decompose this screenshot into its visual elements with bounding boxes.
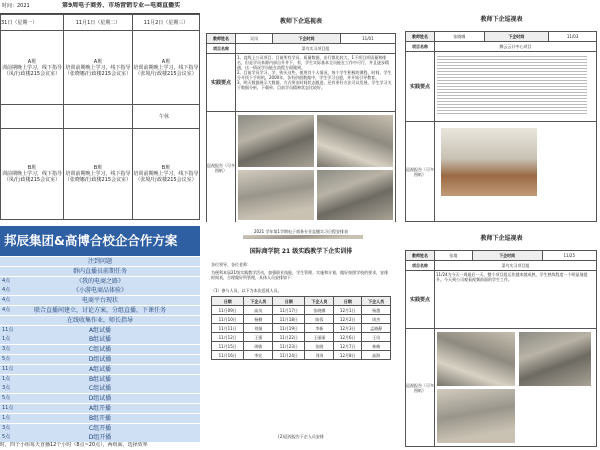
notice-table-cell: 孟晓静 [362, 324, 391, 333]
notice-table-cell: 林梅 [362, 342, 391, 351]
schedule-cell: B班 培训前期晚上学习，线下指导（张晓娜/行政楼215会议室） [64, 129, 133, 220]
office-photo [317, 115, 393, 167]
meeting-room-photo [441, 128, 537, 196]
notice-table-cell: 张晓 [305, 342, 334, 351]
form2-project: 腾云云计中心项目 [435, 42, 597, 52]
cooperation-plan-row-text: D组开播 [88, 434, 112, 442]
form2-key-teacher: 教师姓名 [406, 32, 435, 42]
office-photo [519, 332, 591, 386]
cooperation-plan-row [0, 316, 200, 326]
schedule-header-prefix: 时间：2021 [2, 3, 30, 9]
schedule-date-3: 11月2日（星期三） [133, 15, 200, 31]
form1-report-label: 巡视报告（可多图纸） [207, 112, 236, 223]
inspection-form-1 [203, 0, 399, 222]
cooperation-plan-row [0, 375, 200, 385]
form1-key-teacher: 教师姓名 [207, 34, 236, 44]
notice-table-row [212, 315, 391, 324]
schedule-cell: A班 培训前期晚上学习，线下指导（张境/行政楼215会议室） [133, 31, 200, 105]
cooperation-plan-row-text: A组试播 [88, 326, 112, 334]
notice-table-cell: 王丽丽 [305, 333, 334, 342]
form1-point: 1、直线上公司项目，目前所有学员、质量数据、出行都比较大，1下项目项质量和排名，但是学员来源内部自升并下，有，学生实际基本全员能在工作中可行，并且逐步精通，这一情况学员能在流程方面做到。 [237, 55, 389, 70]
cooperation-plan-row [0, 335, 200, 345]
cooperation-plan-row-text: 群内直播员前期任务 [72, 267, 127, 275]
notice-table-row [212, 342, 391, 351]
inspection-form-3 [403, 226, 600, 450]
cooperation-plan-row-text: B组试播 [88, 336, 112, 344]
notice-table-cell: 杨越 [362, 306, 391, 315]
form1-key-date: 下企时间 [273, 34, 341, 44]
cooperation-plan-row-time: 5点 [2, 434, 11, 441]
schedule-table [0, 14, 200, 220]
schedule-cell: B班 训前期晚上学习，线下指导（凤/行政楼215会议室） [1, 129, 64, 220]
cooperation-plan-row [0, 355, 200, 365]
notice-table-cell: 11月10日 [212, 315, 244, 324]
notice-table-cell: 11月16日 [212, 351, 244, 360]
notice-caption-top: 2021 学年第1学期电子商务专业直播实习日程安排表 [254, 229, 348, 234]
form1-project: 菜鸟实习项目组 [236, 44, 396, 54]
notice-table-header: 日期 [212, 297, 244, 306]
cooperation-plan-row-text: 《小游电商品体验》 [72, 287, 127, 295]
notice-table-cell: 11月11日 [212, 324, 244, 333]
office-photo [437, 389, 515, 443]
notice-table-cell: 12月6日 [334, 333, 362, 342]
notice-table-cell: 李新 [305, 324, 334, 333]
notice-table-cell: 王凤 [362, 333, 391, 342]
notice-table-cell: 杨柳 [244, 315, 273, 324]
cooperation-plan-row-text: 注到问题 [87, 258, 112, 265]
form2-teacher: 张晓娜 [435, 32, 485, 42]
notice-caption-bottom: (2)巡视报告下企人员安排 [278, 434, 324, 439]
cooperation-plan-row-time: 4点 [2, 307, 11, 313]
notice-table-header: 下企人员 [244, 297, 273, 306]
form3-date: 11/25 [542, 251, 596, 261]
notice-table-cell: 12月8日 [334, 351, 362, 360]
cooperation-plan-row-time: 4点 [2, 277, 11, 284]
cooperation-plan-row [0, 277, 200, 287]
notice-table-cell: 周杰 [362, 315, 391, 324]
cooperation-plan-row-time: 11点 [2, 405, 14, 411]
office-photo [238, 115, 314, 167]
notice-title: 国际商学院 21 级实践教学下企实训排 [249, 248, 353, 255]
cooperation-plan-row-time: 5点 [2, 395, 11, 402]
notice-table-row [212, 324, 391, 333]
cooperation-plan-row-time: 4点 [2, 287, 11, 294]
cooperation-plan-row [0, 404, 200, 414]
cooperation-plan-footer: 时，四个小组每天直播12个小时（8点~20点），两组面，选择效率 [0, 442, 148, 448]
form3-key-date: 下企时间 [472, 251, 542, 261]
form2-report-label: 巡视报告（可多图纸） [406, 122, 435, 222]
form2-title: 教师下企巡视表 [480, 16, 523, 23]
notice-table-cell: 11月19日 [273, 324, 305, 333]
cooperation-plan-row-text: C组开播 [88, 424, 112, 432]
notice-table-header: 日期 [334, 297, 362, 306]
form2-text-block [437, 54, 587, 114]
form3-project: 菜鸟实习项目组 [435, 261, 597, 271]
form2-date: 11/03 [549, 32, 597, 42]
cooperation-plan-row-text: 《我的电商之路》 [75, 277, 124, 285]
notice-table-cell: 11月12日 [212, 333, 244, 342]
notice-table-cell: 王强 [244, 333, 273, 342]
schedule-noon-label: 午休 [133, 105, 200, 129]
notice-table-cell: 11月23日 [273, 342, 305, 351]
cooperation-plan-row [0, 345, 200, 355]
office-photo [437, 332, 515, 386]
form3-key-project: 项目名称 [406, 261, 435, 271]
cooperation-plan-row [0, 384, 200, 394]
cooperation-plan-row-text: A组开播 [88, 405, 112, 412]
cooperation-plan-row-time: 1点 [2, 336, 11, 343]
cooperation-plan-title: 邦辰集团&高博合校企合作方案 [0, 226, 200, 256]
form1-point: 2、目前学员学习、学，购买这些，使用其个人情况，每个学生积极的课程、时间，学生分开找下手时机，2000年，各有价值数据中，学生学习自愿，并开始引导教育。 [237, 70, 392, 80]
notice-table-header: 下企人员 [305, 297, 334, 306]
cooperation-plan-row-text: C组试播 [88, 346, 112, 354]
form3-side-label: 实践要点 [406, 271, 435, 329]
form1-title: 教师下企巡视表 [279, 18, 322, 25]
cooperation-plan-row [0, 424, 200, 434]
cooperation-plan-row-time: 3点 [2, 424, 11, 431]
cooperation-plan-row [0, 267, 200, 277]
notice-table-header: 日期 [273, 297, 305, 306]
form2-key-date: 下企时间 [484, 32, 549, 42]
notice-table-row [212, 333, 391, 342]
notice-table-cell: 高凤 [244, 306, 273, 315]
notice-table-cell: 12月7日 [334, 342, 362, 351]
schedule-panel [0, 0, 200, 221]
schedule-header-title: 第9周电子商务、市场营销专业—电商直播实 [62, 2, 181, 9]
cooperation-plan-row-text: 在线收集作业，师长指导 [66, 316, 133, 324]
form1-date: 11/01 [340, 34, 395, 44]
form1-key-project: 项目名称 [207, 44, 236, 54]
cooperation-plan-row [0, 296, 200, 306]
schedule-cell: A班 培训前期晚上学习，线下指导（张晓娜/行政楼215会议室） [64, 31, 133, 105]
notice-table-cell: 11月17日 [273, 306, 305, 315]
notice-table-row [212, 306, 391, 315]
cooperation-plan-row-text: B组开播 [88, 414, 112, 422]
notice-table-cell: 12月2日 [334, 315, 362, 324]
notice-table-cell: 张晓娜 [305, 306, 334, 315]
schedule-cell: A班 训前期晚上学习，线下指导（凤/行政楼215会议室） [1, 31, 64, 105]
cooperation-plan-row-text: A组试播 [88, 365, 112, 373]
cooperation-plan-row [0, 365, 200, 375]
notice-table [211, 296, 391, 360]
notice-document [203, 226, 399, 450]
notice-table-cell: 陈蓉 [305, 315, 334, 324]
cooperation-plan-row-text: 联合直播间建立，讨论方案，分组直播，下课任务 [33, 307, 166, 314]
notice-table-cell: 11月15日 [212, 342, 244, 351]
form2-key-project: 项目名称 [406, 42, 435, 52]
cooperation-plan-row-time: 1点 [2, 414, 11, 421]
cooperation-plan-row [0, 257, 200, 267]
schedule-date-2: 11月1日（星期二） [64, 15, 133, 31]
notice-table-cell: 12月3日 [334, 324, 362, 333]
form3-key-teacher: 教师姓名 [406, 251, 435, 261]
cooperation-plan-row [0, 286, 200, 296]
notice-table-header: 下企人员 [362, 297, 391, 306]
form3-title: 教师下企巡视表 [480, 235, 523, 242]
form3-report-label: 巡视报告（可多图纸） [406, 329, 435, 447]
schedule-date-1: 31日（星期一） [1, 15, 64, 31]
cooperation-plan-row-text: 电商平台现状 [81, 297, 118, 305]
notice-table-cell: 11月09日 [212, 306, 244, 315]
cooperation-plan-panel [0, 226, 200, 450]
schedule-cell: B班 培训前期晚上学习，线下指导（张境/行政楼215会议室） [133, 129, 200, 220]
office-photo [317, 170, 393, 220]
notice-table-cell: 11月22日 [273, 333, 305, 342]
form3-paragraph: 11/24为今天一周最后一天，整个项目组运作越来越成熟，学生熟练程度一个明显地提升。今天到公司观看视频前面的学生工作。 [435, 271, 597, 329]
cooperation-plan-row [0, 326, 200, 336]
notice-table-cell: 12月1日 [334, 306, 362, 315]
cooperation-plan-row [0, 306, 200, 316]
notice-table-cell: 11月24日 [273, 351, 305, 360]
office-photo [238, 170, 314, 220]
cooperation-plan-row-time: 1点 [2, 375, 11, 382]
notice-table-cell: 11月18日 [273, 315, 305, 324]
cooperation-plan-row-time: 4点 [2, 297, 11, 304]
notice-list-caption: （1）参与人员，以下为本次巡视人员。 [211, 288, 282, 293]
cooperation-plan-row-time: 3点 [2, 385, 11, 392]
cooperation-plan-row-time: 3点 [2, 346, 11, 353]
notice-table-cell: 高海 [362, 351, 391, 360]
cooperation-plan-row-time: 11点 [2, 365, 14, 372]
notice-table-cell: 周敏 [244, 342, 273, 351]
notice-body: 为便利本届21级实践教学活动，加强职业技能，学生管理、实施和计划，做好按照学校的要求，安排时间表，合理做好所管理，具体人员安排如下： [211, 270, 389, 280]
cooperation-plan-row [0, 394, 200, 404]
form3-teacher: 张境 [435, 251, 473, 261]
cooperation-plan-row-time: 5点 [2, 356, 11, 362]
cooperation-plan-row [0, 414, 200, 424]
notice-table-cell: 刘娟 [244, 324, 273, 333]
notice-table-row [212, 351, 391, 360]
form1-teacher: 吴凤 [236, 34, 273, 44]
cooperation-plan-row-time: 11点 [2, 326, 14, 333]
cooperation-plan-row-text: D组试播 [88, 356, 112, 363]
cooperation-plan-row-text: D组试播 [88, 395, 112, 403]
form2-side-label: 实践要点 [406, 52, 435, 122]
cooperation-plan-row-text: B组试播 [88, 375, 112, 383]
cooperation-plan-row-text: C组试播 [88, 385, 112, 393]
notice-greeting: 各位领导、各位老师： [211, 262, 251, 267]
notice-table-cell: 刘涛 [305, 351, 334, 360]
form1-side-label: 实践要点 [207, 54, 236, 112]
inspection-form-2 [403, 0, 600, 222]
form1-point: 3、明天数据展示大数据，方式带出时间状态跟进，还有更好方法可以发展，学生学习关于数据分析，下载单，目前学员精神状态比较好。 [237, 80, 392, 90]
notice-table-cell: 李宏 [244, 351, 273, 360]
notice-top-image [243, 235, 363, 239]
